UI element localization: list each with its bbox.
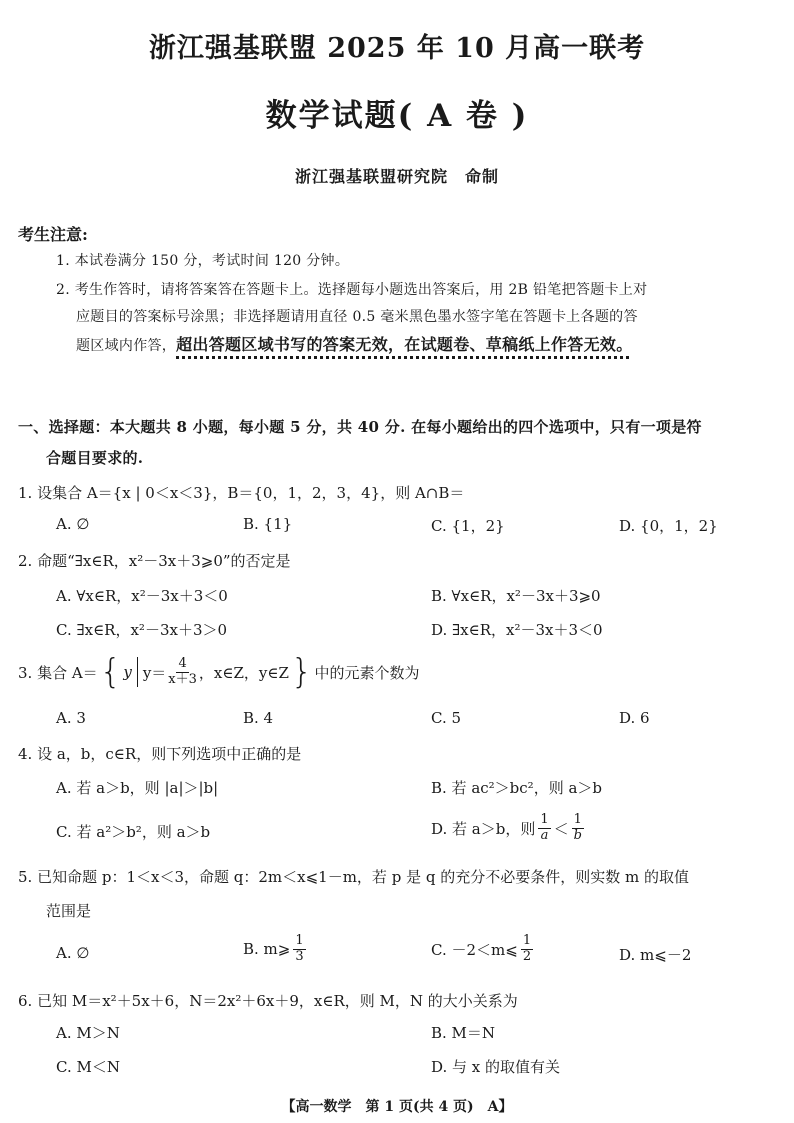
section-heading-line-2: 合题目要求的.: [46, 449, 144, 467]
question-4-option-b: B. 若 ac²＞bc²，则 a＞b: [431, 779, 603, 797]
question-6-option-c: C. M＜N: [56, 1058, 120, 1076]
set-brace-right: }: [290, 652, 313, 692]
question-6-option-d: D. 与 x 的取值有关: [431, 1058, 561, 1076]
question-3-option-c: C. 5: [431, 709, 462, 727]
question-1-stem: 1. 设集合 A＝{x | 0＜x＜3}，B＝{0，1，2，3，4}，则 A∩B＝: [18, 484, 465, 502]
question-4-option-a: A. 若 a＞b，则 |a|＞|b|: [56, 779, 219, 797]
question-2-option-d: D. ∃x∈R，x²－3x＋3＜0: [431, 621, 603, 639]
question-3-option-b: B. 4: [243, 709, 274, 727]
fraction-denominator: a: [540, 827, 549, 843]
notice-item-1: 1. 本试卷满分 150 分，考试时间 120 分钟。: [56, 253, 350, 269]
question-3-prefix: 3. 集合 A＝: [18, 663, 98, 682]
exam-title: 浙江强基联盟 2025 年 10 月高一联考: [148, 33, 646, 64]
fraction-numerator: 1: [573, 812, 582, 827]
option-d-relation: ＜: [553, 819, 569, 838]
fraction-1-over-b: [572, 813, 584, 844]
fraction-4-over-x-plus-3: [168, 657, 197, 688]
notice-item-2-line-2: 应题目的答案标号涂黑；非选择题请用直径 0.5 毫米黑色墨水签字笔在答题卡上各题的答: [76, 309, 638, 325]
question-5-stem-line-2: 范围是: [46, 902, 92, 920]
question-2-option-c: C. ∃x∈R，x²－3x＋3＞0: [56, 621, 228, 639]
question-6-stem: 6. 已知 M＝x²＋5x＋6，N＝2x²＋6x＋9，x∈R，则 M，N 的大小关系为: [18, 992, 518, 1010]
notice-item-2-line-1: 2. 考生作答时，请将答案答在答题卡上。选择题每小题选出答案后，用 2B 铅笔把答题卡上对: [56, 282, 648, 298]
set-variable: y: [123, 663, 132, 681]
question-1-option-a: A. ∅: [56, 515, 90, 533]
fraction-1-over-a: [538, 813, 550, 844]
question-6-option-b: B. M＝N: [431, 1024, 496, 1042]
question-5-option-c: [431, 934, 536, 965]
notice-emphasis-text: 超出答题区域书写的答案无效，在试题卷、草稿纸上作答无效。: [176, 335, 633, 354]
fraction-denominator: x＋3: [168, 671, 197, 687]
fraction-1-over-2: [521, 934, 533, 965]
question-1-option-d: D. {0，1，2}: [619, 517, 718, 535]
question-4-stem: 4. 设 a，b，c∈R，则下列选项中正确的是: [18, 745, 302, 763]
option-c-text: C. －2＜m⩽: [431, 940, 518, 959]
question-4-option-c: C. 若 a²＞b²，则 a＞b: [56, 823, 211, 841]
question-3-suffix: 中的元素个数为: [314, 663, 420, 682]
question-2-option-a: A. ∀x∈R，x²－3x＋3＜0: [56, 587, 228, 605]
question-2-option-b: B. ∀x∈R，x²－3x＋3⩾0: [431, 587, 601, 605]
question-6-option-a: A. M＞N: [56, 1024, 120, 1042]
page-footer: 【高一数学 第 1 页(共 4 页) A】: [281, 1099, 513, 1115]
question-5-stem-line-1: 5. 已知命题 p：1＜x＜3，命题 q：2m＜x⩽1－m，若 p 是 q 的充分不必要条件，则实数 m 的取值: [18, 868, 689, 886]
set-equation: y＝: [142, 663, 167, 682]
question-3-option-a: A. 3: [56, 709, 86, 727]
fraction-numerator: 1: [522, 933, 532, 948]
option-b-text: B. m⩾: [243, 940, 291, 959]
question-4-option-d: [431, 813, 587, 844]
fraction-1-over-3: [293, 934, 305, 965]
notice-heading: 考生注意:: [18, 225, 88, 244]
notice-plain-text: 题区域内作答，: [76, 338, 177, 354]
question-3-stem: [18, 650, 420, 694]
question-2-stem: 2. 命题“∃x∈R，x²－3x＋3⩾0”的否定是: [18, 552, 291, 570]
question-1-option-c: C. {1，2}: [431, 517, 505, 535]
fraction-numerator: 1: [295, 933, 304, 948]
set-divider: [137, 657, 138, 687]
exam-author: 浙江强基联盟研究院 命制: [294, 167, 499, 186]
option-d-text: D. 若 a＞b，则: [431, 819, 536, 838]
set-brace-left: {: [99, 652, 122, 692]
section-heading-line-1: 一、选择题：本大题共 8 小题，每小题 5 分，共 40 分. 在每小题给出的四个选项中，只有一项是符: [18, 418, 702, 436]
exam-subtitle: 数学试题( A 卷 ): [265, 98, 529, 134]
question-3-option-d: D. 6: [619, 709, 650, 727]
fraction-numerator: 4: [178, 655, 187, 671]
question-5-option-a: A. ∅: [56, 944, 90, 962]
fraction-denominator: 2: [522, 948, 532, 964]
notice-item-2-line-3: [76, 332, 633, 355]
question-1-option-b: B. {1}: [243, 515, 293, 533]
fraction-numerator: 1: [540, 812, 549, 827]
fraction-denominator: b: [573, 827, 582, 843]
fraction-denominator: 3: [295, 948, 304, 964]
question-5-option-d: D. m⩽－2: [619, 946, 692, 964]
set-conditions: ，x∈Z，y∈Z: [198, 663, 289, 682]
question-5-option-b: [243, 934, 309, 965]
